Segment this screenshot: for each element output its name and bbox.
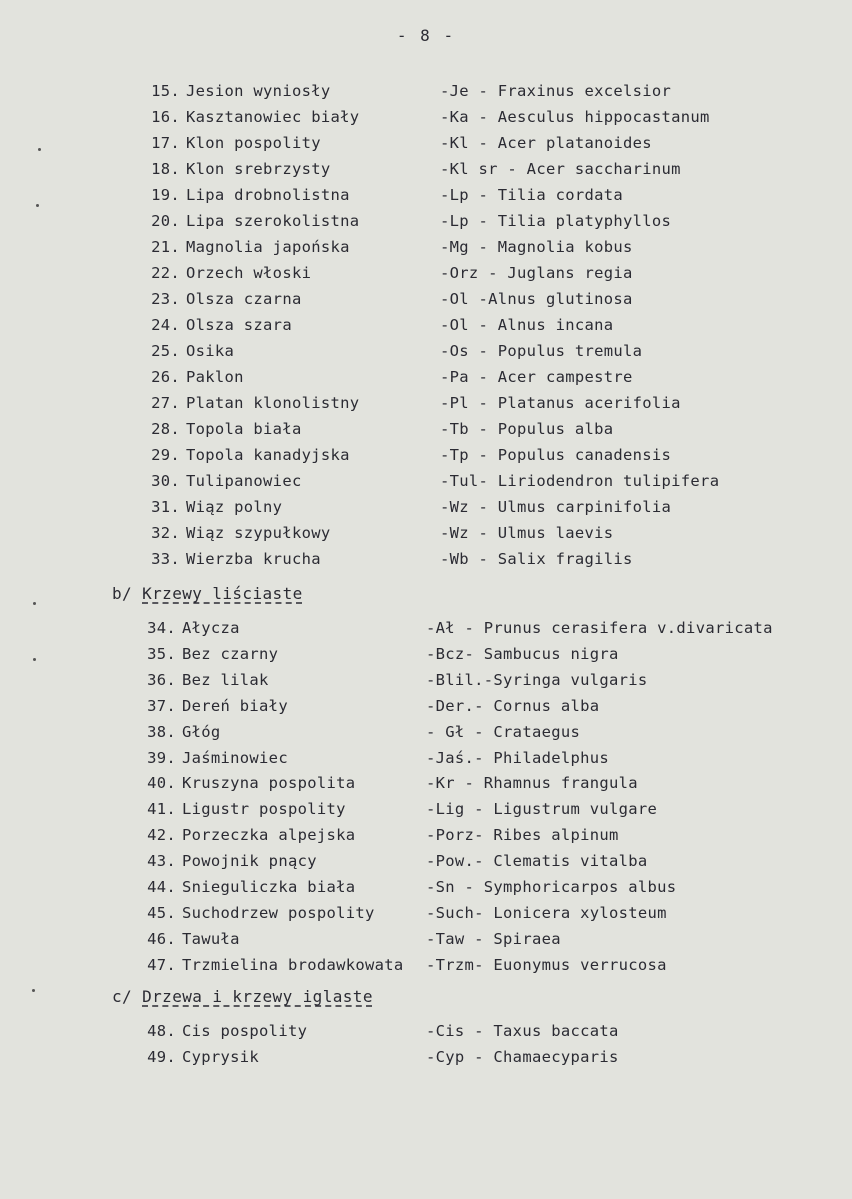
code-latin-name: -Kl - Acer platanoides <box>440 134 652 152</box>
polish-name: Ligustr pospolity <box>182 800 346 819</box>
code-latin-name: -Bcz- Sambucus nigra <box>426 644 619 663</box>
polish-name: Orzech włoski <box>186 264 312 282</box>
list-item <box>136 721 832 743</box>
item-number: 41. <box>147 800 176 819</box>
code-latin-name: -Lig - Ligustrum vulgare <box>426 800 658 819</box>
polish-name: Olsza czarna <box>186 290 302 308</box>
item-number: 30. <box>151 472 180 490</box>
item-number: 29. <box>151 446 180 464</box>
code-latin-name: -Os - Populus tremula <box>440 342 643 360</box>
list-item <box>140 132 832 154</box>
item-number: 15. <box>151 82 180 100</box>
list-item <box>140 548 832 570</box>
code-latin-name: -Wz - Ulmus laevis <box>440 524 614 542</box>
item-number: 49. <box>147 1048 176 1066</box>
list-item <box>140 288 832 310</box>
polish-name: Topola kanadyjska <box>186 446 350 464</box>
item-number: 34. <box>147 619 176 637</box>
polish-name: Ałycza <box>182 619 240 637</box>
list-item <box>140 496 832 518</box>
list-item <box>136 643 832 665</box>
section-heading <box>112 582 303 606</box>
item-number: 32. <box>151 524 180 542</box>
scan-speck <box>33 602 36 605</box>
item-number: 20. <box>151 212 180 230</box>
scan-speck <box>38 148 41 151</box>
item-number: 21. <box>151 238 180 256</box>
code-latin-name: -Trzm- Euonymus verrucosa <box>426 955 667 974</box>
list-item <box>140 236 832 258</box>
polish-name: Olsza szara <box>186 316 292 334</box>
code-latin-name: -Cis - Taxus baccata <box>426 1022 619 1040</box>
code-latin-name: -Ol -Alnus glutinosa <box>440 290 633 308</box>
list-item <box>140 392 832 414</box>
item-number: 16. <box>151 108 180 126</box>
list-item <box>140 262 832 284</box>
list-item <box>140 366 832 388</box>
list-item <box>140 210 832 232</box>
item-number: 39. <box>147 748 176 767</box>
list-item <box>140 444 832 466</box>
code-latin-name: -Ol - Alnus incana <box>440 316 614 334</box>
polish-name: Wierzba krucha <box>186 550 321 568</box>
list-item <box>136 695 832 717</box>
list-item <box>136 928 832 950</box>
polish-name: Klon srebrzysty <box>186 160 331 178</box>
list-item <box>136 1046 832 1068</box>
code-latin-name: -Tul- Liriodendron tulipifera <box>440 472 720 490</box>
code-latin-name: -Ka - Aesculus hippocastanum <box>440 108 710 126</box>
polish-name: Klon pospolity <box>186 134 321 152</box>
item-number: 43. <box>147 852 176 871</box>
item-number: 37. <box>147 696 176 715</box>
polish-name: Tulipanowiec <box>186 472 302 490</box>
list-item <box>136 902 832 924</box>
code-latin-name: -Taw - Spiraea <box>426 929 561 948</box>
polish-name: Topola biała <box>186 420 302 438</box>
polish-name: Dereń biały <box>182 696 288 715</box>
item-number: 31. <box>151 498 180 516</box>
polish-name: Platan klonolistny <box>186 394 360 412</box>
list-item <box>136 876 832 898</box>
item-number: 25. <box>151 342 180 360</box>
code-latin-name: -Lp - Tilia cordata <box>440 186 624 204</box>
item-number: 46. <box>147 929 176 948</box>
code-latin-name: -Such- Lonicera xylosteum <box>426 903 667 922</box>
item-number: 28. <box>151 420 180 438</box>
polish-name: Wiąz polny <box>186 498 283 516</box>
code-latin-name: -Blil.-Syringa vulgaris <box>426 670 648 689</box>
polish-name: Jesion wyniosły <box>186 82 331 100</box>
scan-speck <box>32 989 35 992</box>
code-latin-name: -Kr - Rhamnus frangula <box>426 774 638 793</box>
polish-name: Trzmielina brodawkowata <box>182 955 404 974</box>
list-item <box>136 798 832 820</box>
scan-speck <box>36 204 39 207</box>
item-number: 26. <box>151 368 180 386</box>
item-number: 36. <box>147 670 176 689</box>
code-latin-name: -Pow.- Clematis vitalba <box>426 852 648 871</box>
code-latin-name: -Orz - Juglans regia <box>440 264 633 282</box>
section-prefix: c/ <box>112 987 143 1006</box>
code-latin-name: -Kl sr - Acer saccharinum <box>440 160 681 178</box>
list-item <box>140 158 832 180</box>
polish-name: Kruszyna pospolita <box>182 774 356 793</box>
polish-name: Cis pospolity <box>182 1022 308 1040</box>
scan-speck <box>33 658 36 661</box>
item-number: 40. <box>147 774 176 793</box>
item-number: 45. <box>147 903 176 922</box>
code-latin-name: -Cyp - Chamaecyparis <box>426 1048 619 1066</box>
polish-name: Snieguliczka biała <box>182 878 356 896</box>
polish-name: Kasztanowiec biały <box>186 108 360 126</box>
list-item <box>136 772 832 794</box>
item-number: 35. <box>147 644 176 663</box>
section-prefix: b/ <box>112 584 143 603</box>
item-number: 18. <box>151 160 180 178</box>
code-latin-name: -Wz - Ulmus carpinifolia <box>440 498 672 516</box>
section-title: Drzewa i krzewy iglaste <box>142 987 373 1006</box>
code-latin-name: -Tb - Populus alba <box>440 420 614 438</box>
item-number: 23. <box>151 290 180 308</box>
list-item <box>136 954 832 976</box>
polish-name: Cyprysik <box>182 1048 260 1066</box>
code-latin-name: -Pa - Acer campestre <box>440 368 633 386</box>
polish-name: Tawuła <box>182 929 240 948</box>
list-item <box>136 1020 832 1042</box>
polish-name: Jaśminowiec <box>182 748 288 767</box>
list-item <box>140 418 832 440</box>
item-number: 22. <box>151 264 180 282</box>
item-number: 33. <box>151 550 180 568</box>
list-item <box>140 470 832 492</box>
polish-name: Lipa szerokolistna <box>186 212 360 230</box>
page-number: - 8 - <box>396 26 456 45</box>
code-latin-name: -Jaś.- Philadelphus <box>426 748 610 767</box>
item-number: 27. <box>151 394 180 412</box>
code-latin-name: - Gł - Crataegus <box>426 722 581 741</box>
polish-name: Bez lilak <box>182 670 269 689</box>
list-item <box>140 80 832 102</box>
list-item <box>136 824 832 846</box>
list-item <box>136 747 832 769</box>
code-latin-name: -Tp - Populus canadensis <box>440 446 672 464</box>
polish-name: Suchodrzew pospolity <box>182 903 375 922</box>
polish-name: Głóg <box>182 722 221 741</box>
list-item <box>136 617 832 639</box>
item-number: 44. <box>147 878 176 896</box>
item-number: 38. <box>147 722 176 741</box>
code-latin-name: -Der.- Cornus alba <box>426 696 600 715</box>
item-number: 42. <box>147 826 176 845</box>
polish-name: Porzeczka alpejska <box>182 826 356 845</box>
item-number: 17. <box>151 134 180 152</box>
polish-name: Lipa drobnolistna <box>186 186 350 204</box>
list-item <box>140 314 832 336</box>
list-item <box>140 340 832 362</box>
code-latin-name: -Wb - Salix fragilis <box>440 550 633 568</box>
code-latin-name: -Porz- Ribes alpinum <box>426 826 619 845</box>
item-number: 48. <box>147 1022 176 1040</box>
polish-name: Osika <box>186 342 235 360</box>
code-latin-name: -Pl - Platanus acerifolia <box>440 394 681 412</box>
polish-name: Powojnik pnący <box>182 852 317 871</box>
list-item <box>136 850 832 872</box>
polish-name: Paklon <box>186 368 244 386</box>
item-number: 24. <box>151 316 180 334</box>
section-title: Krzewy liściaste <box>142 584 303 603</box>
polish-name: Wiąz szypułkowy <box>186 524 331 542</box>
code-latin-name: -Lp - Tilia platyphyllos <box>440 212 672 230</box>
list-item <box>140 522 832 544</box>
code-latin-name: -Ał - Prunus cerasifera v.divaricata <box>426 619 773 637</box>
code-latin-name: -Sn - Symphoricarpos albus <box>426 878 677 896</box>
item-number: 19. <box>151 186 180 204</box>
list-item <box>136 669 832 691</box>
section-heading <box>112 985 373 1009</box>
polish-name: Bez czarny <box>182 644 279 663</box>
list-item <box>140 184 832 206</box>
item-number: 47. <box>147 955 176 974</box>
code-latin-name: -Mg - Magnolia kobus <box>440 238 633 256</box>
polish-name: Magnolia japońska <box>186 238 350 256</box>
list-item <box>140 106 832 128</box>
code-latin-name: -Je - Fraxinus excelsior <box>440 82 672 100</box>
